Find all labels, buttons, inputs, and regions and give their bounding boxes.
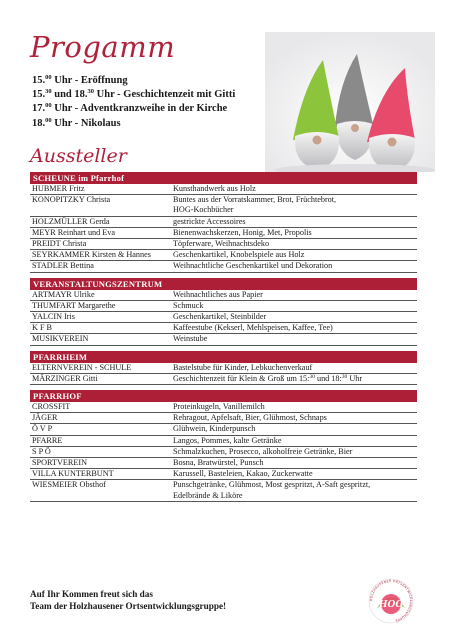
page-title: Progamm [30,30,176,64]
table-row [30,458,417,469]
exhibitor-desc: Kaffeestube (Kekserl, Mehlspeisen, Kaffee, Tee) [173,323,333,333]
exhibitor-desc: Buntes aus der Vorratskammer, Brot, Früchtebrot, HOG-Kochbücher [173,195,337,215]
exhibitor-name: STADLER Bettina [32,261,94,271]
table-row [30,413,417,424]
program-item: 15.00 Uhr - Eröffnung [32,74,128,86]
table-row [30,301,417,312]
group-pfarrheim [30,351,417,385]
table-row [30,323,417,334]
exhibitor-desc: Kunsthandwerk aus Holz [173,184,256,193]
exhibitor-name: K F B [32,323,53,333]
gnomes-image [265,32,435,172]
table-row [30,290,417,301]
program-item: 15.30 und 18.30 Uhr - Geschichtenzeit mit Gitti [32,88,236,101]
exhibitor-desc: Schmalzkuchen, Prosecco, alkoholfreie Getränke, Bier [173,446,353,456]
svg-text:HOG: HOG [378,600,404,610]
exhibitor-desc: Langos, Pommes, kalte Getränke [173,435,282,445]
table-row [30,239,417,250]
exhibitor-name: YALCIN Iris [32,312,75,322]
exhibitor-desc: Töpferware, Weihnachtsdeko [173,239,270,249]
exhibitor-desc: Bienenwachskerzen, Honig, Met, Propolis [173,227,312,237]
exhibitor-groups [30,172,417,507]
table-row [30,469,417,480]
exhibitor-desc: Punschgetränke, Glühmost, Most gespritzt, A-Saft gespritzt, Edelbrände & Liköre [173,480,371,500]
exhibitor-name: HOLZMÜLLER Gerda [32,216,110,226]
exhibitor-desc: gestrickte Accessoires [173,216,246,226]
table-row [30,436,417,447]
exhibitor-desc: Proteinkugeln, Vanillemilch [173,402,265,412]
exhibitor-name: Ö V P [32,424,53,434]
program-item: 18.00 Uhr - Nikolaus [32,116,121,129]
group-pfarrhof [30,390,417,502]
exhibitor-name: CROSSFIT [32,402,71,412]
table-row [30,363,417,374]
exhibitor-name: MEYR Reinhart und Eva [32,227,115,237]
program-list [32,74,282,131]
exhibitor-desc: Weihnachtliches aus Papier [173,289,263,299]
table-row [30,312,417,323]
exhibitor-desc: Karussell, Basteleien, Kakao, Zuckerwatte [173,469,313,479]
exhibitor-desc: Geschenkartikel, Knobelspiele aus Holz [173,250,305,260]
exhibitor-name: ELTERNVEREIN - SCHULE [32,362,132,372]
exhibitor-name: KONOPITZKY Christa [32,195,111,205]
exhibitor-desc: Bosna, Bratwürstel, Punsch [173,458,264,468]
table-row [30,334,417,345]
exhibitor-name: VILLA KUNTERBUNT [32,469,114,479]
exhibitor-name: SEYRKAMMER Kirsten & Hannes [32,250,151,260]
exhibitor-desc: Geschenkartikel, Steinbilder [173,312,267,322]
group-scheune [30,172,417,273]
table-row [30,480,417,501]
exhibitor-name: SPORTVEREIN [32,458,88,468]
table-row [30,184,417,195]
group-header: PFARRHEIM [30,351,417,363]
exhibitor-desc: Weihnachtliche Geschenkartikel und Dekoration [173,261,333,271]
exhibitor-name: PREIDT Christa [32,239,87,249]
group-veranstaltungszentrum [30,278,417,346]
table-row [30,447,417,458]
table-row [30,261,417,272]
table-row [30,217,417,228]
exhibitor-desc: Schmuck [173,300,204,310]
exhibitor-name: MÄRZINGER Gitti [32,373,98,383]
exhibitor-name: ARTMAYR Ulrike [32,289,95,299]
exhibitor-desc: Bastelstube für Kinder, Lebkuchenverkauf [173,362,313,372]
footer-note: Auf Ihr Kommen freut sich das Team der Holzhausener Ortsentwicklungsgruppe! [30,589,227,611]
exhibitor-name: S P Ö [32,446,51,456]
exhibitor-name: PFARRE [32,435,63,445]
exhibitor-desc: Glühwein, Kinderpunsch [173,424,256,434]
table-row [30,424,417,435]
section-title-exhibitors: Aussteller [30,145,127,167]
program-item: 17.00 Uhr - Adventkranzweihe in der Kirche [32,102,228,115]
exhibitor-name: MUSIKVEREIN [32,334,89,344]
table-row [30,195,417,216]
table-row [30,374,417,385]
exhibitor-desc: Geschichtenzeit für Klein & Groß um 15:$^{30}$ und 18:$^{30}$ Uhr [173,373,363,383]
exhibitor-name: HUBMER Fritz [32,184,85,193]
group-header: VERANSTALTUNGSZENTRUM [30,278,417,290]
group-header: SCHEUNE im Pfarrhof [30,172,417,184]
exhibitor-name: WIESMEIER Obsthof [32,480,106,490]
exhibitor-name: THUMFART Margarethe [32,300,116,310]
exhibitor-desc: Weinstube [173,334,208,344]
table-row [30,402,417,413]
table-row [30,228,417,239]
group-header: PFARRHOF [30,390,417,402]
table-row [30,250,417,261]
exhibitor-name: JÄGER [32,413,58,423]
svg-text:HOLZHAUSENER ORTSENTWICKLUNGSG: HOLZHAUSENER ORTSENTWICKLUNGSGRUPPE [368,578,414,623]
hog-logo [368,578,414,624]
exhibitor-desc: Rehragout, Apfelsaft, Bier, Glühmost, Schnaps [173,413,327,423]
